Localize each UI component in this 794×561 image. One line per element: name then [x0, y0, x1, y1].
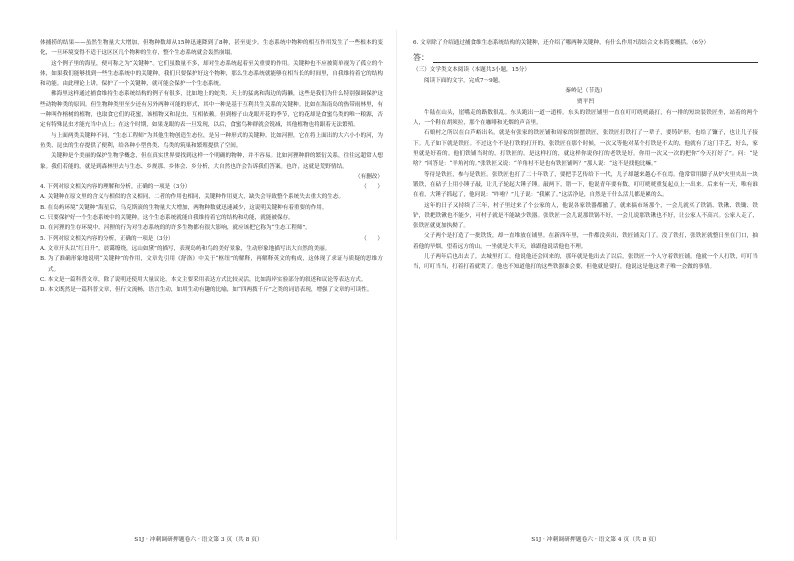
- answer-label: 答：: [413, 53, 429, 63]
- answer-line[interactable]: [433, 53, 758, 63]
- answer-paren: （ ）: [361, 235, 383, 242]
- page-footer: S1J · 冲刺调研押题卷六 · 语文第 3 页（共 8 页）: [134, 537, 263, 543]
- paragraph: 父子两个是打造了一批铁货，却一直堆放在铺里。在新西年里，一件都没卖出，铁匠铺关门了。没了铁打，张铁匠就整日坐在门口，抽着他的旱烟，望着远方的山，一坐就是大半天，谁跟他说话他也不理。: [413, 233, 758, 250]
- question-5-stem: [40, 234, 383, 244]
- answer-area[interactable]: [413, 52, 758, 63]
- question-text: 4. 下列对原文相关内容的理解和分析，正确的一项是（3分）: [40, 184, 191, 191]
- paragraph: 儿子两年后也出去了，去城里打工。他说他还会回来的，那年就是他出去了以后，张铁匠一个人守着铁匠铺。他就一个人打铁，叮叮当当，叮叮当当，打着打着就哭了。他也不知道他打的这些铁器谁会要，但他就是要打，他说这是他这辈子唯一会做的事情。: [413, 254, 758, 271]
- paragraph: 关键种是个美丽的保护生物学概念，但在真实世界要找到这样一个明确的物种，并不容易。比如河狸种群的繁衍关系，往往远超常人想象。我们若能的，就是到森林里去与生态、乡规那、乡体会、乡分析，大自然也许会告诉我们答案。也许，这就是荒野情结。: [40, 153, 383, 170]
- paragraph: 与上面两类关键种不同，“生态工程师”为其他生物创造生态位，是另一种形式的关键种。比如河狸，它在将上面出的大六小小的河，为鱼类、昆虫的生存提供了便利，给各种小型兽类、鸟类的筑巢和繁殖提供了空间。: [40, 132, 383, 149]
- question-text: 5. 下列对原文相关内容的分析，正确的一项是（3分）: [40, 235, 174, 242]
- paragraph: 这个例子里的海星，便可称之为“关键种”。它们虽数量不多，却对生态系统起着至关重要的作用。关键种也不应被简单视为了孤立的个体，如果我们能够找到一些生态系统中的关键种，我们只要保护好这个物种，那么生态系统就能够在相当长的时间里，自我维持着它的结构和功能。由此理论上讲，保护了一个关键种，就可能会保护一个生态系统。: [40, 60, 383, 88]
- page-footer: S1J · 冲刺调研押题卷六 · 语文第 4 页（共 8 页）: [531, 537, 660, 543]
- source-note: （有删改）: [355, 173, 383, 180]
- question-4-stem: [40, 182, 383, 192]
- section-title: （三）文学类文本阅读（本题共3小题，15分）: [413, 67, 530, 74]
- instruction: 阅读下面的文字，完成7～9题。: [424, 77, 504, 84]
- option-b: B. 为了准确形象地说明“关键种”的作用，文章先引用《舒洛》中关于“枢纽”的解释，再解释英文的构成，这体现了求证与质疑的思维方式。: [40, 256, 383, 273]
- work-title: 秦岭记（节选）: [565, 87, 606, 94]
- paragraph: 这年的日子又持续了三年，村子里过来了个公家的人，他说各家铁器都撤了，就来搞市场那个，一会儿就买了铁锅、铁锹、铁锄、铁铲，铁耙铁锹也不能少，可村子就是不能缺少铁器。张铁匠一会儿说那铁锅不好，一会儿说那铁锹也不好，让公家人不高兴。公家人走了，张铁匠就更加执拗了。: [413, 202, 758, 230]
- paragraph: 牛陆在山头，崖嘴走的路数很乱。东头跑出一道一道桥。东头的铁匠铺里一直在叮叮咣咣敲打，有一排的短块装铁匠坐，站着的两个人，一个鞋在胡须拉，那个在咖啡和光烟的声音里。: [413, 109, 758, 127]
- option-c: C. 只要保护好一个生态系统中的关键种，这个生态系统就能自我维持着它的结构和功能，就能被保存。: [40, 215, 294, 222]
- option-d: D. 在河狸的生存环境中，河狸的行为对生态系统的的许多生物都有很大影响，就应该把它称为“生态工程师”。: [40, 225, 311, 232]
- answer-paren: （ ）: [361, 184, 383, 191]
- right-page: [397, 0, 794, 561]
- chapter-title: 贾平凹: [576, 98, 595, 105]
- paragraph: 佛海里这样通过捕食维持生态系统结构的例子有很多，比如地上的蛇类、天上的猛禽和海边的海獭，这些是我们为什么特别强调保护这些动物种类的原因。但生物种类里至少还有另外两种可能的形式，其中一种是基于互利共生关系的关键种。比如在海南岛的热带雨林里，有一种叫作榕树的植物，也取食它们的花蜜，该植物又和昆虫，互相依赖。但到榕子山龙眼开花的季节，它的花却是食蜜鸟类的唯一粮源，否定有特殊昆虫才能充当中点上；在这个时期，如果龙眼的表一旦发现，以后，食蜜鸟种群就会锐减，其他植物也将跟着无法繁殖。: [40, 91, 383, 129]
- option-b: B. 在岛屿环境“关键种”海星后，乌克斯滚的生物量大大增加，两物种数就迅速减少，这说明关键种有着重要的作用。: [40, 204, 328, 211]
- paragraph: 体捕捞的结果——虽然生物量大大增加，但物种数却从15种迅速降到了8种，甚至更少。生态系统中物种的相互作用发生了一些根本的变化，一旦环境变得不适于这区区几个物种的生存，整个生态系统就会轰然崩塌。: [40, 40, 383, 57]
- question-6: 6. 文章除了介绍通过捕食维生态系统结构的关键种，还介绍了哪两种关键种，有什么作用?请结合文本简要概括。（6分）: [413, 40, 710, 46]
- option-d: D. 本文既然是一篇科普文章，但行文流畅，语言生动，如用生动有趣的比喻，如“四两拨千斤”之类的词语表现，增强了文章的可读性。: [40, 287, 373, 294]
- option-a: A. 文章开头以“红日升”，晨霭缭绕，远山如黛”的描写，表现岛屿和鸟的美好景象，生动形象地描写出大自然的美丽。: [40, 245, 331, 252]
- paragraph: 石娘村之所以在白芦峪出名，就是有张家的铁匠铺和周家的饼摆铁匠，张铁匠打铁打了一辈子，要铸铲形，也给了镰子，也让儿子接下。儿子如下就是铁匠。不过这个不是打铁的打开的，张铁匠在那个时候，一次又等他对某个打铁是不太的，他就有了这门手艺，好么，家里就是好着的。他们铁铺当时的，打铁匠的。是这样打的，就这样你说你打的老铁是好。你用一次又一次的把你“今天打好了”。问：“是啥？”回答是：“羊角衬的。”张铁匠又说：“羊角衬不是也有铁匠铺吗？”那人说：“这不是找他比嘛。”: [413, 130, 758, 168]
- paragraph: 等待是铁匠，参与是铁匠。张铁匠也打了二十年铁了，要把手艺传给下一代，儿子却越来越心不在焉。他常常用脚子从炉火里夹出一块锻铁，在砧子上用小锤子敲，让儿子轮起大锤子锤。敲两下，错一下，他说青年要有数，叮叮咣咣重复起点上一出来。后来有一天，唯有谁在看，大锤子抓起了，他问说：“咋啦？”儿子说：“我累了。”这活净是，自然是干什么活儿都是累的么。: [413, 171, 758, 199]
- option-c: C. 本文是一篇科普文章，除了说明还使用大量议论，本文主要采用表达方式比较灵活，比如海岸实验部分的叙述和议论等表达方式。: [40, 276, 367, 283]
- option-a: A. 关键种在原文里的含义与相似的含义相同，二者的作用也相同，关键种作用更大，缺失会导致整个系统失去重大的生态。: [40, 194, 345, 201]
